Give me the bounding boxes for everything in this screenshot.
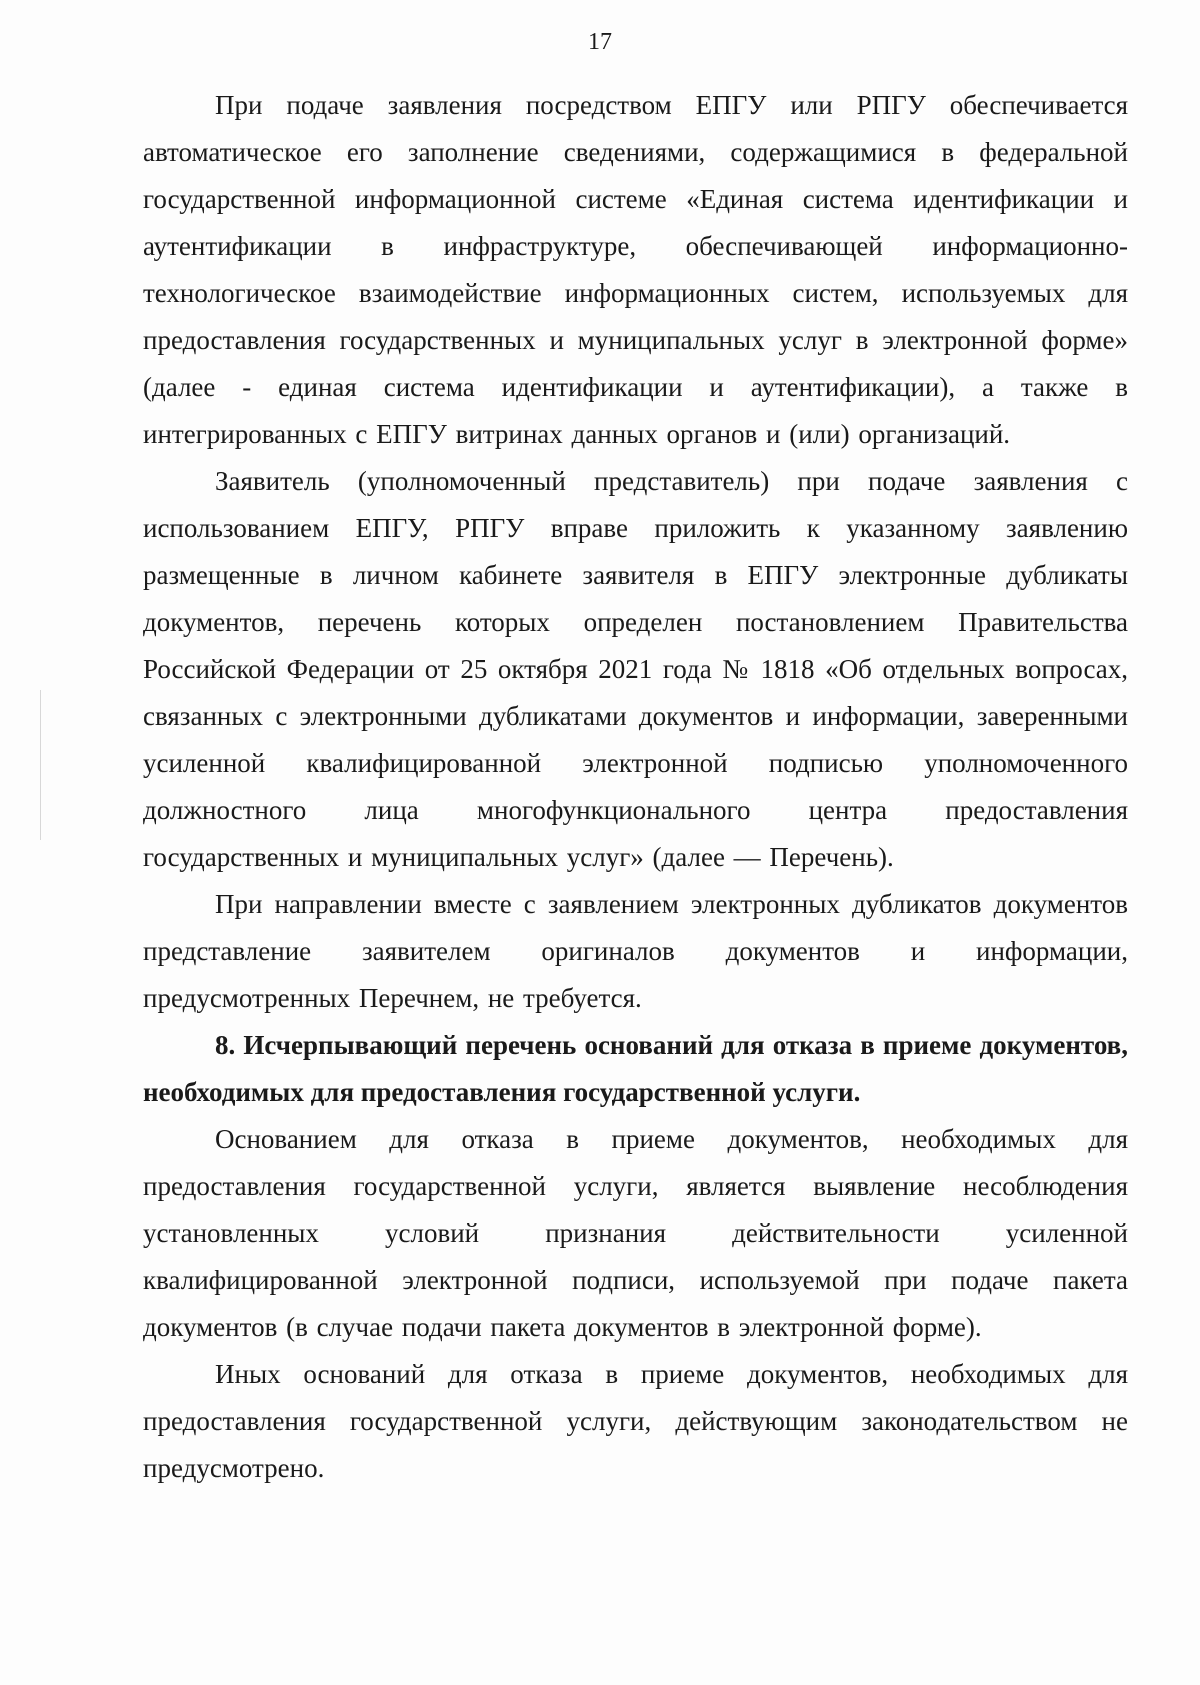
paragraph-electronic-duplicates: Заявитель (уполномоченный представитель) при подаче заявления с использованием ЕПГУ, РПГУ вправе приложить к указанному заявлению размещенные в личном кабинете заявителя в ЕПГУ электронные дубликаты документов, перечень которых определен постановлением Правительства Российской Федерации от 25 октября 2021 года № 1818 «Об отдельных вопросах, связанных с электронными дубликатами документов и информации, заверенными усиленной квалифицированной электронной подписью уполномоченного должностного лица многофункционального центра предоставления государственных и муниципальных услуг» (далее — Перечень). [143,466,1128,872]
paragraph-no-other-grounds: Иных оснований для отказа в приеме документов, необходимых для предоставления государственной услуги, действующим законодательством не предусмотрено. [143,1359,1128,1483]
paragraph-refusal-ground: Основанием для отказа в приеме документов, необходимых для предоставления государственной услуги, является выявление несоблюдения установленных условий признания действительности усиленной квалифицированной электронной подписи, используемой при подаче пакета документов (в случае подачи пакета документов в электронной форме). [143,1124,1128,1342]
scan-margin-mark [40,690,41,840]
document-body [143,82,1128,1492]
paragraph-auto-fill: При подаче заявления посредством ЕПГУ или РПГУ обеспечивается автоматическое его заполнение сведениями, содержащимися в федеральной государственной информационной системе «Единая система идентификации и аутентификации в инфраструктуре, обеспечивающей информационно-технологическое взаимодействие информационных систем, используемых для предоставления государственных и муниципальных услуг в электронной форме» (далее - единая система идентификации и аутентификации), а также в интегрированных с ЕПГУ витринах данных органов и (или) организаций. [143,90,1128,449]
paragraph-originals-not-required: При направлении вместе с заявлением электронных дубликатов документов представление заявителем оригиналов документов и информации, предусмотренных Перечнем, не требуется. [143,889,1128,1013]
page-number: 17 [588,29,612,55]
section-heading: 8. Исчерпывающий перечень оснований для отказа в приеме документов, необходимых для предоставления государственной услуги. [143,1030,1128,1107]
